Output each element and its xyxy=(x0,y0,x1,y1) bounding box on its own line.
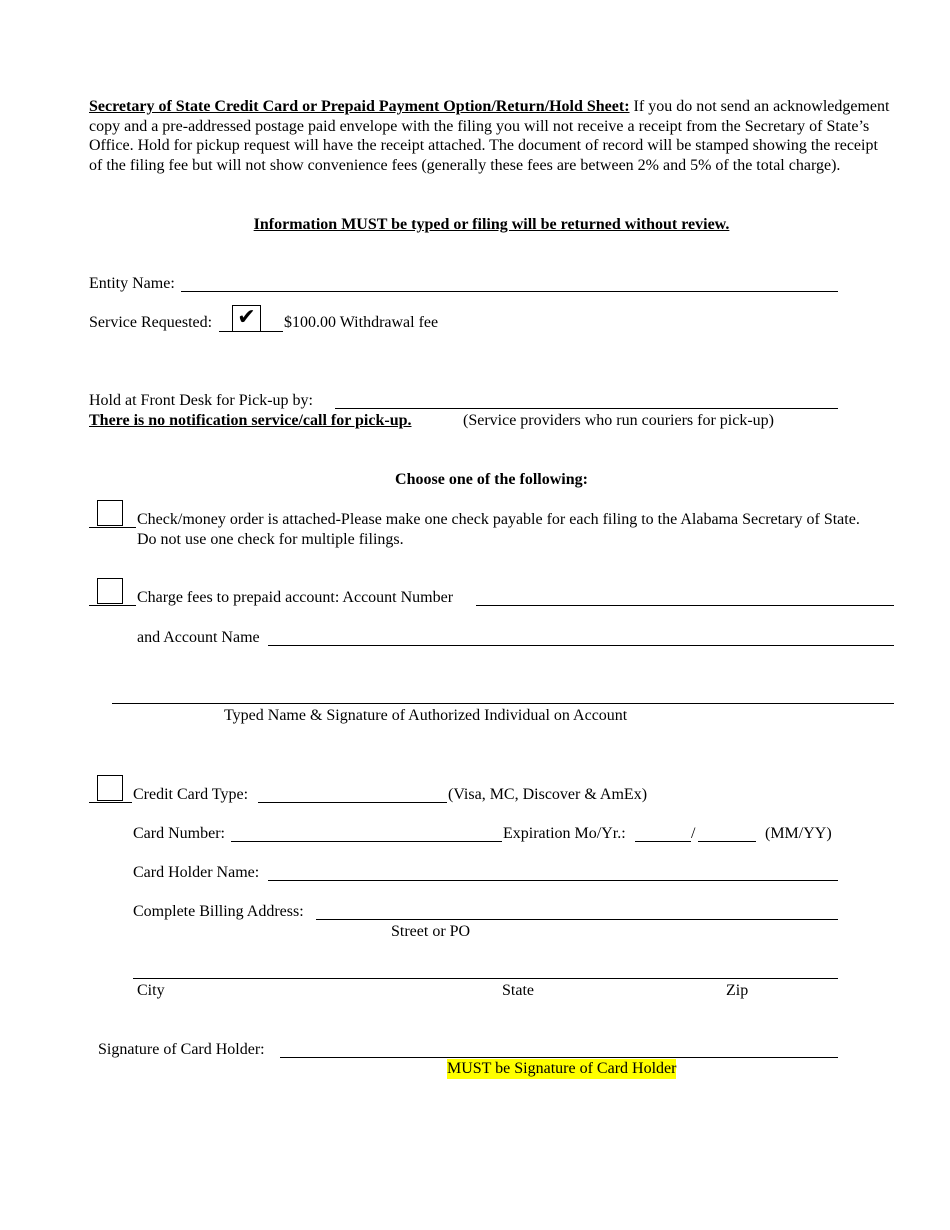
prepaid-option-underline xyxy=(89,605,136,606)
service-withdrawal-checkbox[interactable] xyxy=(232,305,261,332)
expiration-separator: / xyxy=(691,825,696,842)
no-notification-text: There is no notification service/call for pick-up. xyxy=(89,412,412,429)
choose-heading: Choose one of the following: xyxy=(395,471,588,488)
entity-name-field[interactable] xyxy=(181,291,838,292)
check-option-underline xyxy=(89,527,136,528)
card-holder-name-field[interactable] xyxy=(268,880,838,881)
check-money-order-checkbox[interactable] xyxy=(97,500,123,526)
city-caption: City xyxy=(137,982,165,999)
credit-option-underline xyxy=(89,802,132,803)
checkmark-icon: ✔ xyxy=(237,305,256,330)
authorized-signature-caption: Typed Name & Signature of Authorized Individual on Account xyxy=(224,707,628,724)
intro-heading: Secretary of State Credit Card or Prepaid Payment Option/Return/Hold Sheet: xyxy=(89,98,630,115)
account-number-field[interactable] xyxy=(476,605,894,606)
card-type-label: Credit Card Type: xyxy=(133,786,249,803)
account-number-label: Charge fees to prepaid account: Account Number xyxy=(137,589,454,606)
service-requested-label: Service Requested: xyxy=(89,314,213,331)
card-type-field[interactable] xyxy=(258,802,447,803)
check-money-order-text: Check/money order is attached-Please make one check payable for each filing to the Alabama Secretary of State. Do not use one check for multiple filings. xyxy=(137,511,860,548)
typed-notice: Information MUST be typed or filing will be returned without review. xyxy=(253,216,730,233)
prepaid-account-checkbox[interactable] xyxy=(97,578,123,604)
card-holder-signature-field[interactable] xyxy=(280,1057,838,1058)
card-type-note: (Visa, MC, Discover & AmEx) xyxy=(448,786,648,803)
card-holder-name-label: Card Holder Name: xyxy=(133,864,260,881)
providers-note: (Service providers who run couriers for pick-up) xyxy=(463,412,775,429)
expiration-month-field[interactable] xyxy=(635,841,691,842)
street-caption: Street or PO xyxy=(391,923,471,940)
intro-paragraph xyxy=(89,97,895,175)
credit-card-checkbox[interactable] xyxy=(97,775,123,801)
intro-body: If you do not send an acknowledgement copy and a pre-addressed postage paid envelope with the filing you will not receive a receipt from the Secretary of State’s Office. Hold for pickup request will have the receipt attached. The document of record will be stamped showing the receipt of the filing fee but will not show convenience fees (generally these fees are between 2% and 5% of the total charge). xyxy=(89,98,890,174)
account-name-label: and Account Name xyxy=(137,629,260,646)
expiration-year-field[interactable] xyxy=(698,841,756,842)
billing-street-field[interactable] xyxy=(316,919,838,920)
billing-address-label: Complete Billing Address: xyxy=(133,903,304,920)
card-number-field[interactable] xyxy=(231,841,502,842)
signature-requirement-note: MUST be Signature of Card Holder xyxy=(447,1060,677,1077)
card-number-label: Card Number: xyxy=(133,825,225,842)
expiration-label: Expiration Mo/Yr.: xyxy=(503,825,626,842)
zip-caption: Zip xyxy=(726,982,749,999)
hold-pickup-label: Hold at Front Desk for Pick-up by: xyxy=(89,392,313,409)
service-fee-text: $100.00 Withdrawal fee xyxy=(284,314,439,331)
entity-name-label: Entity Name: xyxy=(89,275,175,292)
expiration-format: (MM/YY) xyxy=(765,825,832,842)
hold-pickup-field[interactable] xyxy=(335,408,838,409)
state-caption: State xyxy=(502,982,534,999)
billing-city-state-zip-field[interactable] xyxy=(133,978,838,979)
account-name-field[interactable] xyxy=(268,645,894,646)
card-holder-signature-label: Signature of Card Holder: xyxy=(98,1041,265,1058)
authorized-signature-field[interactable] xyxy=(112,703,894,704)
